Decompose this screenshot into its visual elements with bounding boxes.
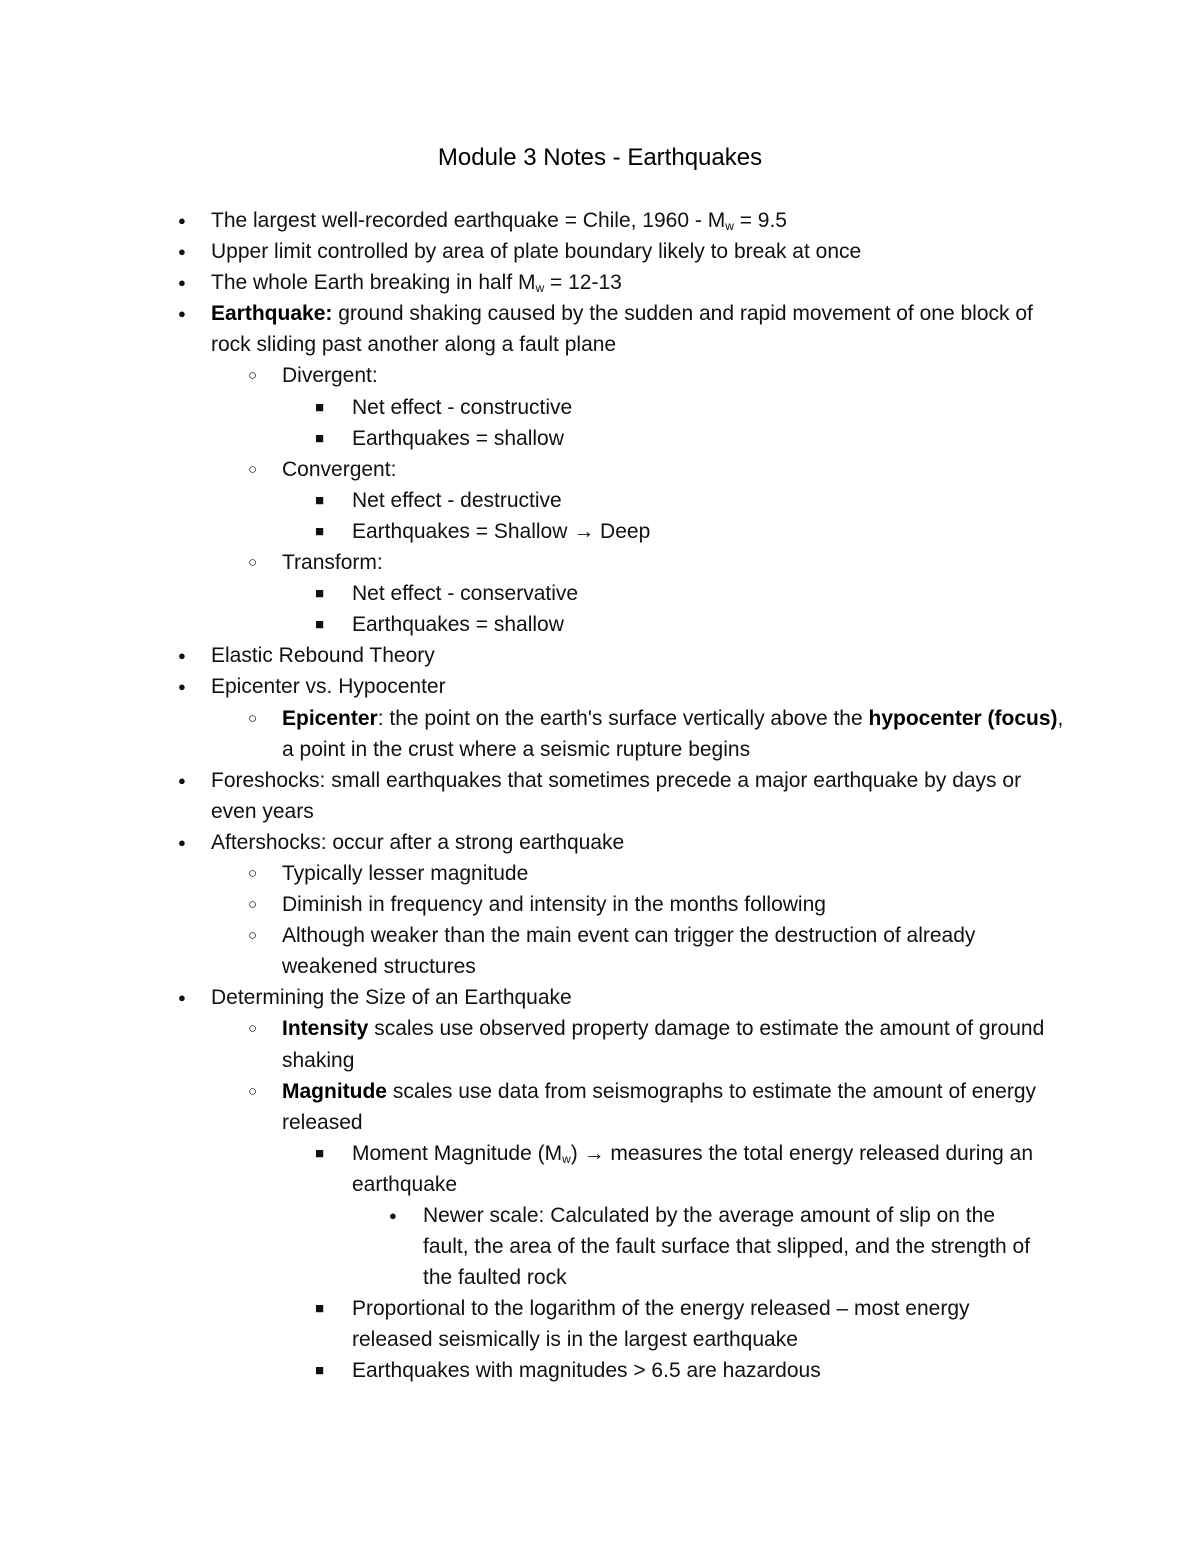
subscript: w xyxy=(562,1151,571,1166)
bullet-icon: ○ xyxy=(248,927,258,945)
item-text: Epicenter vs. Hypocenter xyxy=(211,675,446,699)
bullet-icon: ○ xyxy=(248,367,258,385)
item-text: Foreshocks: small earthquakes that sometimes precede a major earthquake by days or even years xyxy=(211,768,1022,823)
bullet-icon: ■ xyxy=(315,616,325,634)
bullet-icon: ● xyxy=(178,306,186,322)
list-item xyxy=(0,392,1042,423)
bullet-icon: ○ xyxy=(248,864,258,882)
subscript: w xyxy=(535,281,545,296)
bullet-icon: ○ xyxy=(248,1082,258,1100)
bullet-icon: ○ xyxy=(248,709,258,727)
bullet-icon: ■ xyxy=(315,522,325,540)
item-term: Epicenter xyxy=(282,706,378,730)
bullet-icon: ■ xyxy=(315,491,325,509)
list-item xyxy=(0,267,1061,298)
item-term: Earthquake: xyxy=(211,302,333,326)
bullet-icon: ● xyxy=(178,772,186,788)
item-text: Upper limit controlled by area of plate boundary likely to break at once xyxy=(211,240,862,264)
list-item xyxy=(0,1138,1042,1200)
item-text: Earthquakes = Shallow → Deep xyxy=(352,519,651,543)
bullet-icon: ● xyxy=(178,244,186,260)
bullet-icon: ● xyxy=(178,648,186,664)
item-text: The whole Earth breaking in half M xyxy=(211,271,536,295)
list-item xyxy=(0,298,1061,360)
bullet-icon: ● xyxy=(178,834,186,850)
item-term: Magnitude xyxy=(282,1079,387,1103)
item-text: Net effect - destructive xyxy=(352,488,562,512)
list-item xyxy=(0,640,1061,671)
item-term: hypocenter (focus) xyxy=(868,706,1058,730)
list-item xyxy=(0,982,1061,1013)
bullet-icon: ● xyxy=(178,275,186,291)
bullet-icon: ● xyxy=(178,213,186,228)
item-text: = 12-13 xyxy=(544,271,622,295)
list-item xyxy=(0,516,1042,547)
item-text: Proportional to the logarithm of the energy released – most energy released seismically is in the largest earthquake xyxy=(352,1297,970,1352)
list-item xyxy=(0,485,1042,516)
item-text: , a point in the crust where a seismic rupture begins xyxy=(282,706,1064,761)
item-text: Determining the Size of an Earthquake xyxy=(211,986,572,1010)
item-text: Earthquakes with magnitudes > 6.5 are hazardous xyxy=(352,1359,821,1383)
item-term: Intensity xyxy=(282,1017,369,1041)
bullet-icon: ■ xyxy=(315,398,325,416)
page-title: Module 3 Notes - Earthquakes xyxy=(437,144,763,171)
item-text: Although weaker than the main event can trigger the destruction of already weakened structures xyxy=(282,924,976,979)
item-text: Divergent: xyxy=(282,364,378,388)
bullet-icon: ○ xyxy=(248,554,258,572)
item-text: Convergent: xyxy=(282,457,397,481)
bullet-icon: ■ xyxy=(315,429,325,447)
bullet-icon: ○ xyxy=(248,1020,258,1038)
list-item xyxy=(0,1293,1042,1355)
bullet-icon: ■ xyxy=(315,1362,325,1380)
item-text: Moment Magnitude (M xyxy=(352,1141,563,1165)
list-item xyxy=(0,671,1061,702)
list-item xyxy=(0,703,1072,765)
notes-list xyxy=(0,205,1200,1387)
item-text: ) → measures the total energy released during an earthquake xyxy=(352,1141,1034,1196)
item-text: : the point on the earth's surface vertically above the xyxy=(377,706,869,730)
list-item xyxy=(0,236,1061,267)
bullet-icon: ○ xyxy=(248,896,258,914)
item-text: Net effect - constructive xyxy=(352,395,573,419)
list-item xyxy=(0,547,1072,578)
bullet-icon: ● xyxy=(178,990,186,1006)
item-text: Earthquakes = shallow xyxy=(352,613,564,637)
item-text: Elastic Rebound Theory xyxy=(211,644,435,668)
item-text: Diminish in frequency and intensity in the months following xyxy=(282,893,826,917)
item-text: ground shaking caused by the sudden and rapid movement of one block of rock sliding past another along a fault plane xyxy=(211,302,1033,357)
item-text: scales use observed property damage to estimate the amount of ground shaking xyxy=(282,1017,1045,1072)
bullet-icon: ○ xyxy=(248,460,258,478)
list-item xyxy=(0,1200,1043,1293)
list-item xyxy=(0,889,1072,920)
item-text: scales use data from seismographs to estimate the amount of energy released xyxy=(282,1079,1037,1134)
bullet-icon: ■ xyxy=(315,585,325,603)
item-text: Typically lesser magnitude xyxy=(282,861,529,885)
list-item xyxy=(0,765,1061,827)
list-item xyxy=(0,858,1072,889)
list-item xyxy=(0,205,1061,236)
list-item xyxy=(0,1013,1072,1075)
item-text: Transform: xyxy=(282,551,383,575)
item-text: Net effect - conservative xyxy=(352,582,579,606)
list-item xyxy=(0,1355,1042,1386)
list-item xyxy=(0,360,1072,391)
item-text: Newer scale: Calculated by the average amount of slip on the fault, the area of the fault surface that slipped, and the strength of the faulted rock xyxy=(423,1204,1031,1290)
list-item xyxy=(0,454,1072,485)
bullet-icon: ● xyxy=(178,679,186,695)
list-item xyxy=(0,1076,1072,1138)
item-text: The largest well-recorded earthquake = Chile, 1960 - M xyxy=(211,209,726,232)
item-text: = 9.5 xyxy=(733,209,787,232)
list-item xyxy=(0,609,1042,640)
subscript: w xyxy=(725,219,734,233)
bullet-icon: ■ xyxy=(315,1300,325,1318)
list-item xyxy=(0,578,1042,609)
list-item xyxy=(0,423,1042,454)
bullet-icon: ● xyxy=(389,1208,397,1223)
list-item xyxy=(0,827,1061,858)
item-text: Aftershocks: occur after a strong earthquake xyxy=(211,830,625,854)
bullet-icon: ■ xyxy=(315,1144,325,1162)
item-text: Earthquakes = shallow xyxy=(352,426,564,450)
list-item xyxy=(0,920,1072,982)
